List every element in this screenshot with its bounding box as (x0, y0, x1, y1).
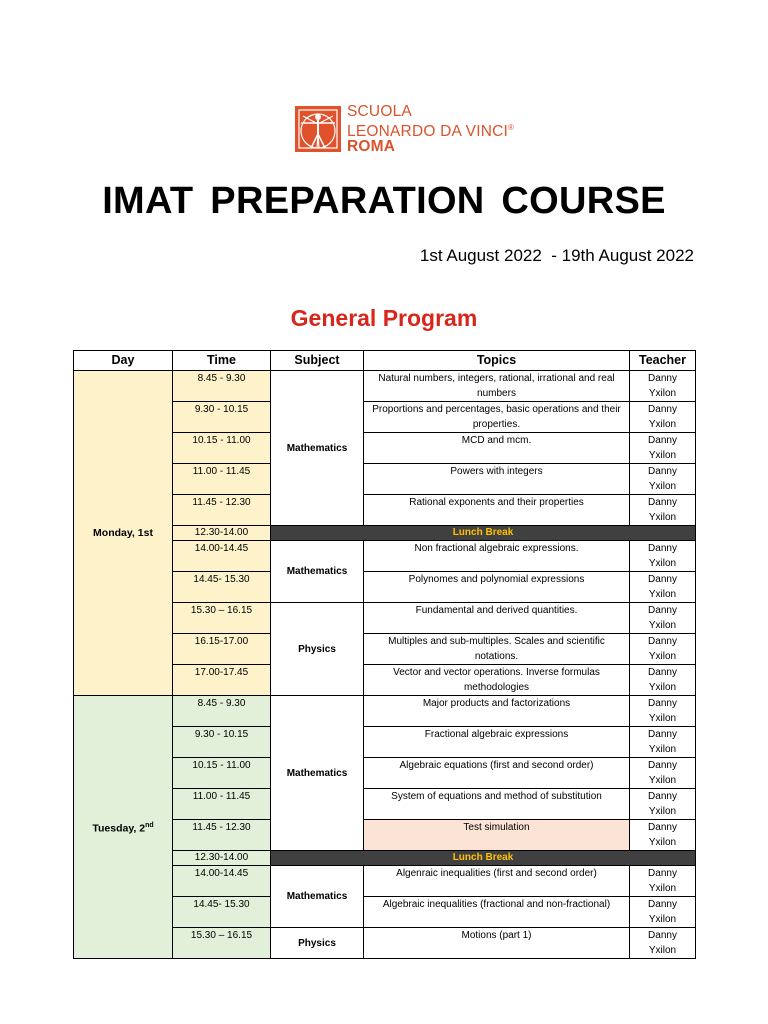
logo-line-3: ROMA (347, 138, 396, 156)
time-cell: 8.45 - 9.30 (173, 696, 271, 727)
topic-cell: Natural numbers, integers, rational, irrational and real numbers (364, 371, 630, 402)
teacher-first-name: Danny (648, 791, 677, 802)
teacher-last-name: Yxilon (648, 481, 677, 492)
teacher-first-name: Danny (648, 636, 677, 647)
time-cell: 9.30 - 10.15 (173, 402, 271, 433)
topic-cell: System of equations and method of substitution (364, 789, 630, 820)
topic-cell: MCD and mcm. (364, 433, 630, 464)
time-cell: 11.45 - 12.30 (173, 495, 271, 526)
topic-cell: Algenraic inequalities (first and second order) (364, 866, 630, 897)
time-cell: 14.00-14.45 (173, 866, 271, 897)
teacher-cell (630, 402, 696, 433)
table-row (74, 371, 696, 402)
topic-cell: Motions (part 1) (364, 928, 630, 959)
teacher-cell (630, 758, 696, 789)
teacher-cell (630, 866, 696, 897)
time-cell: 12.30-14.00 (173, 851, 271, 866)
time-cell: 11.00 - 11.45 (173, 789, 271, 820)
lunch-break-cell: Lunch Break (271, 851, 696, 866)
teacher-cell (630, 696, 696, 727)
teacher-last-name: Yxilon (648, 419, 677, 430)
topic-cell: Powers with integers (364, 464, 630, 495)
logo-line-1: SCUOLA (347, 103, 412, 120)
teacher-first-name: Danny (648, 435, 677, 446)
time-cell: 10.15 - 11.00 (173, 758, 271, 789)
time-cell: 15.30 – 16.15 (173, 928, 271, 959)
subject-cell: Physics (271, 603, 364, 696)
teacher-cell (630, 541, 696, 572)
teacher-last-name: Yxilon (648, 450, 677, 461)
teacher-last-name: Yxilon (648, 713, 677, 724)
day-label: Tuesday, 2 (92, 822, 146, 835)
day-cell-tuesday (74, 696, 173, 959)
teacher-first-name: Danny (648, 497, 677, 508)
time-cell: 14.45- 15.30 (173, 572, 271, 603)
teacher-first-name: Danny (648, 698, 677, 709)
subject-cell: Physics (271, 928, 364, 959)
topic-cell: Multiples and sub-multiples. Scales and scientific notations. (364, 634, 630, 665)
teacher-first-name: Danny (648, 930, 677, 941)
topic-cell: Algebraic equations (first and second order) (364, 758, 630, 789)
topic-cell: Major products and factorizations (364, 696, 630, 727)
teacher-cell (630, 727, 696, 758)
teacher-last-name: Yxilon (648, 945, 677, 956)
logo-line-2: LEONARDO DA VINCI® (347, 122, 515, 140)
topic-cell: Non fractional algebraic expressions. (364, 541, 630, 572)
lunch-break-cell: Lunch Break (271, 526, 696, 541)
teacher-first-name: Danny (648, 404, 677, 415)
time-cell: 11.00 - 11.45 (173, 464, 271, 495)
subject-cell: Mathematics (271, 371, 364, 526)
teacher-first-name: Danny (648, 543, 677, 554)
teacher-cell (630, 371, 696, 402)
teacher-last-name: Yxilon (648, 914, 677, 925)
teacher-last-name: Yxilon (648, 744, 677, 755)
time-cell: 14.45- 15.30 (173, 897, 271, 928)
header-subject: Subject (271, 351, 364, 371)
topic-cell: Rational exponents and their properties (364, 495, 630, 526)
time-cell: 8.45 - 9.30 (173, 371, 271, 402)
time-cell: 14.00-14.45 (173, 541, 271, 572)
header-day: Day (74, 351, 173, 371)
topic-cell: Test simulation (364, 820, 630, 851)
teacher-cell (630, 634, 696, 665)
day-suffix: nd (145, 821, 154, 829)
teacher-cell (630, 464, 696, 495)
time-cell: 10.15 - 11.00 (173, 433, 271, 464)
page-title: IMAT PREPARATION COURSE (102, 180, 666, 222)
teacher-cell (630, 789, 696, 820)
time-cell: 11.45 - 12.30 (173, 820, 271, 851)
time-cell: 9.30 - 10.15 (173, 727, 271, 758)
day-label: Monday, 1st (93, 526, 153, 539)
teacher-first-name: Danny (648, 373, 677, 384)
table-header-row (74, 351, 696, 371)
teacher-first-name: Danny (648, 899, 677, 910)
table-row (74, 696, 696, 727)
header-teacher: Teacher (630, 351, 696, 371)
teacher-cell (630, 495, 696, 526)
teacher-cell (630, 433, 696, 464)
teacher-last-name: Yxilon (648, 589, 677, 600)
teacher-first-name: Danny (648, 574, 677, 585)
teacher-cell (630, 572, 696, 603)
time-cell: 16.15-17.00 (173, 634, 271, 665)
teacher-cell (630, 897, 696, 928)
topic-cell: Fractional algebraic expressions (364, 727, 630, 758)
time-cell: 12.30-14.00 (173, 526, 271, 541)
teacher-last-name: Yxilon (648, 806, 677, 817)
teacher-last-name: Yxilon (648, 883, 677, 894)
teacher-last-name: Yxilon (648, 620, 677, 631)
section-title: General Program (290, 305, 478, 331)
teacher-first-name: Danny (648, 667, 677, 678)
topic-cell: Fundamental and derived quantities. (364, 603, 630, 634)
teacher-last-name: Yxilon (648, 775, 677, 786)
time-cell: 17.00-17.45 (173, 665, 271, 696)
teacher-first-name: Danny (648, 760, 677, 771)
subject-cell: Mathematics (271, 541, 364, 603)
teacher-last-name: Yxilon (648, 512, 677, 523)
teacher-first-name: Danny (648, 729, 677, 740)
teacher-last-name: Yxilon (648, 837, 677, 848)
teacher-first-name: Danny (648, 605, 677, 616)
header-topics: Topics (364, 351, 630, 371)
schedule-table (73, 350, 696, 959)
vitruvian-man-icon (295, 106, 341, 152)
teacher-last-name: Yxilon (648, 651, 677, 662)
header-time: Time (173, 351, 271, 371)
teacher-first-name: Danny (648, 822, 677, 833)
time-cell: 15.30 – 16.15 (173, 603, 271, 634)
teacher-cell (630, 928, 696, 959)
day-cell-monday (74, 371, 173, 696)
teacher-last-name: Yxilon (648, 558, 677, 569)
teacher-first-name: Danny (648, 868, 677, 879)
subject-cell: Mathematics (271, 696, 364, 851)
teacher-last-name: Yxilon (648, 388, 677, 399)
teacher-cell (630, 603, 696, 634)
topic-cell: Proportions and percentages, basic operations and their properties. (364, 402, 630, 433)
school-logo (295, 104, 514, 155)
topic-cell: Vector and vector operations. Inverse formulas methodologies (364, 665, 630, 696)
teacher-cell (630, 820, 696, 851)
topic-cell: Polynomes and polynomial expressions (364, 572, 630, 603)
teacher-cell (630, 665, 696, 696)
subject-cell: Mathematics (271, 866, 364, 928)
teacher-last-name: Yxilon (648, 682, 677, 693)
topic-cell: Algebraic inequalities (fractional and non-fractional) (364, 897, 630, 928)
logo-text (347, 104, 514, 155)
course-dates: 1st August 2022 - 19th August 2022 (419, 246, 694, 265)
teacher-first-name: Danny (648, 466, 677, 477)
